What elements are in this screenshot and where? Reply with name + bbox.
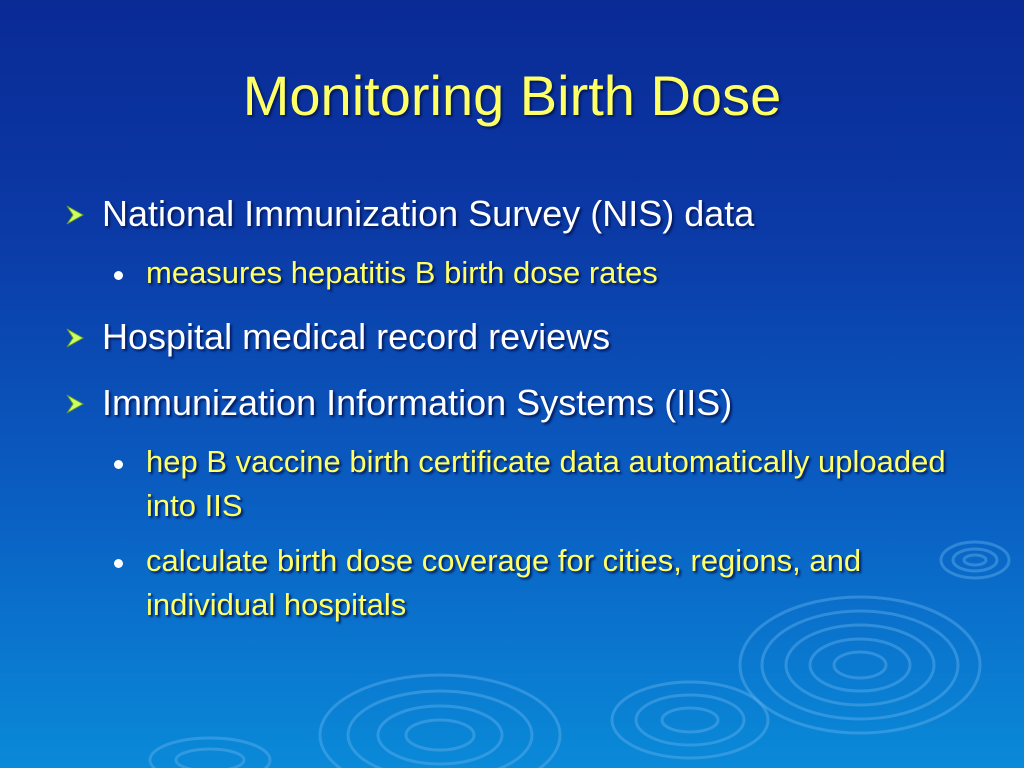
sub-bullet-item xyxy=(62,440,962,528)
bullet-list xyxy=(62,192,962,627)
bullet-text: National Immunization Survey (NIS) data xyxy=(102,193,755,234)
dot-bullet-icon xyxy=(114,559,123,568)
dot-bullet-icon xyxy=(114,271,123,280)
bullet-item-iis xyxy=(62,381,962,425)
bullet-item-hospital xyxy=(62,315,962,359)
bullet-item-nis xyxy=(62,192,962,236)
sub-bullet-text: measures hepatitis B birth dose rates xyxy=(146,255,658,290)
bullet-text: Immunization Information Systems (IIS) xyxy=(102,382,733,423)
sub-bullet-text: calculate birth dose coverage for cities, regions, and individual hospitals xyxy=(146,543,862,622)
slide-title: Monitoring Birth Dose xyxy=(242,64,782,127)
arrow-bullet-icon xyxy=(64,393,86,415)
arrow-bullet-icon xyxy=(64,204,86,226)
sub-bullet-item xyxy=(62,251,962,295)
dot-bullet-icon xyxy=(114,460,123,469)
bullet-text: Hospital medical record reviews xyxy=(102,316,611,357)
sub-bullet-text: hep B vaccine birth certificate data automatically uploaded into IIS xyxy=(146,444,946,523)
sub-bullet-item xyxy=(62,539,962,627)
arrow-bullet-icon xyxy=(64,327,86,349)
